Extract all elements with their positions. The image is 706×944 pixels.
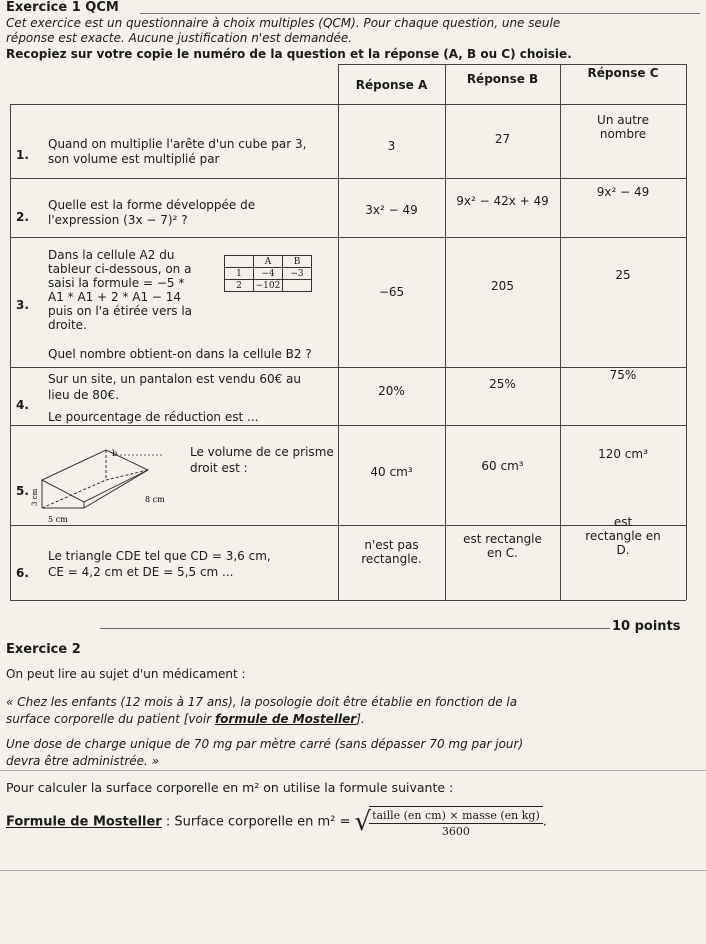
exercise2-title: Exercice 2 xyxy=(6,642,81,657)
question-text: Quand on multiplie l'arête d'un cube par 3, son volume est multiplié par xyxy=(48,137,307,166)
mosteller-formula: Formule de Mosteller : Surface corporelle en m² = √ $\frac{\text{taille (en cm) × masse (en kg)}}{3600}$ . xyxy=(6,807,547,838)
formula-fraction xyxy=(369,809,543,838)
question-text: Le triangle CDE tel que CD = 3,6 cm, CE = 4,2 cm et DE = 5,5 cm ... xyxy=(48,549,271,579)
answer-c: est rectangle en D. xyxy=(585,515,661,557)
formula-denominator: 3600 xyxy=(441,825,470,838)
prism-label-height: 3 cm xyxy=(31,488,39,506)
question-text: Dans la cellule A2 du tableur ci-dessous, on a saisi la formule = −5 * A1 * A1 + 2 * A1 − 14 puis on l'a étirée vers la droite. xyxy=(48,248,193,332)
prism-label-depth: 8 cm xyxy=(145,495,165,504)
formula-text: : Surface corporelle en m² = xyxy=(161,814,355,830)
answer-a: 3x² − 49 xyxy=(365,203,418,217)
question-number: 2. xyxy=(16,210,29,224)
formula-label: Formule de Mosteller xyxy=(6,814,162,830)
prism-figure xyxy=(28,440,188,525)
answer-a: n'est pas rectangle. xyxy=(361,538,422,566)
question-text: Sur un site, un pantalon est vendu 60€ au lieu de 80€. Le pourcentage de réduction est ... xyxy=(48,372,302,424)
question-number: 3. xyxy=(16,298,29,312)
header-reponse-c: Réponse C xyxy=(587,66,659,80)
prism-label-top: b xyxy=(112,449,118,458)
answer-b: est rectangle en C. xyxy=(463,532,542,560)
answer-c: 120 cm³ xyxy=(598,447,648,461)
exercise2-rule xyxy=(100,628,610,629)
exercise1-intro-line1: Cet exercice est un questionnaire à choix multiples (QCM). Pour chaque question, une seule xyxy=(6,16,561,30)
answer-a: −65 xyxy=(378,285,405,299)
question-number: 1. xyxy=(16,148,29,162)
title-rule xyxy=(140,13,700,14)
header-reponse-a: Réponse A xyxy=(355,78,428,92)
answer-a: 3 xyxy=(387,139,396,153)
answer-c: 25 xyxy=(615,268,631,282)
answer-c: Un autre nombre xyxy=(597,113,649,141)
question-number: 5. xyxy=(16,484,29,498)
prism-label-width: 5 cm xyxy=(48,515,68,524)
question-text: Quelle est la forme développée de l'expression (3x − 7)² ? xyxy=(48,198,256,227)
answer-b: 60 cm³ xyxy=(481,459,524,473)
answer-c: 75% xyxy=(609,368,637,382)
answer-b: 205 xyxy=(491,279,514,293)
exercise2-quote2-a: Une dose de charge unique de 70 mg par mètre carré (sans dépasser 70 mg par jour) xyxy=(6,737,524,751)
exercise1-intro-line2: réponse est exacte. Aucune justification n'est demandée. xyxy=(6,31,353,45)
mosteller-link: formule de Mosteller xyxy=(214,712,357,726)
answer-b: 27 xyxy=(494,132,511,146)
exercise2-quote1-b: surface corporelle du patient [voir formule de Mosteller]. xyxy=(6,712,365,726)
exercise1-instruction: Recopiez sur votre copie le numéro de la question et la réponse (A, B ou C) choisie. xyxy=(6,47,572,61)
question-number: 6. xyxy=(16,566,29,580)
header-reponse-b: Réponse B xyxy=(466,72,539,86)
exercise1-title: Exercice 1 QCM xyxy=(6,0,119,15)
question-text: Le volume de ce prisme droit est : xyxy=(190,445,334,475)
spreadsheet-table: A B 1 −4 −3 2 −102 xyxy=(224,255,312,292)
formula-intro: Pour calculer la surface corporelle en m² on utilise la formule suivante : xyxy=(6,780,454,795)
answer-b: 25% xyxy=(489,377,516,391)
formula-bottom-rule xyxy=(0,870,706,871)
answer-a: 20% xyxy=(378,384,405,398)
answer-b: 9x² − 42x + 49 xyxy=(456,194,549,208)
exercise2-quote2-b: devra être administrée. » xyxy=(6,754,160,768)
exercise2-quote1-a: « Chez les enfants (12 mois à 17 ans), la posologie doit être établie en fonction de la xyxy=(6,695,518,709)
formula-numerator: taille (en cm) × masse (en kg) xyxy=(369,809,543,824)
answer-c: 9x² − 49 xyxy=(596,185,650,199)
formula-intro-rule xyxy=(0,770,706,771)
exercise2-points: 10 points xyxy=(612,619,681,634)
answer-a: 40 cm³ xyxy=(370,465,413,479)
exercise2-line1: On peut lire au sujet d'un médicament : xyxy=(6,667,246,681)
question-number: 4. xyxy=(16,398,29,412)
question-prompt: Quel nombre obtient-on dans la cellule B2 ? xyxy=(48,347,312,361)
